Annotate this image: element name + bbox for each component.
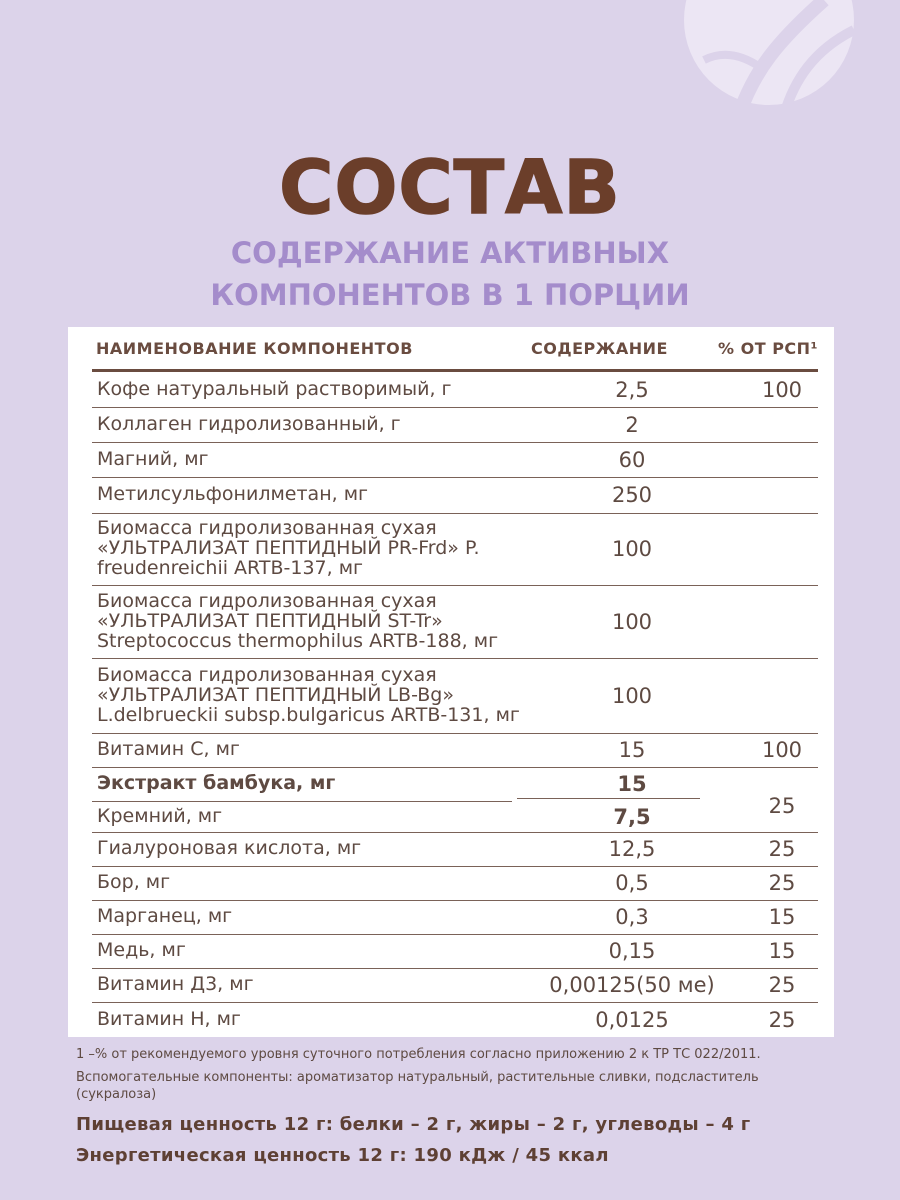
table-row bbox=[92, 832, 818, 866]
table-row bbox=[92, 733, 818, 767]
component-pct: 100 bbox=[761, 377, 803, 402]
component-name-line: «УЛЬТРАЛИЗАТ ПЕПТИДНЫЙ PR-Frd» P. bbox=[97, 537, 480, 559]
component-name-line: Кремний, мг bbox=[97, 804, 223, 827]
table-row bbox=[92, 477, 818, 513]
table-row bbox=[92, 372, 818, 407]
table-row bbox=[92, 934, 818, 968]
component-amount: 0,5 bbox=[615, 871, 649, 895]
page-subtitle bbox=[0, 232, 900, 316]
subtitle-line-1: СОДЕРЖАНИЕ АКТИВНЫХ bbox=[230, 236, 670, 270]
component-name-line: Экстракт бамбука, мг bbox=[97, 772, 336, 794]
header-name: НАИМЕНОВАНИЕ КОМПОНЕНТОВ bbox=[96, 339, 413, 358]
component-amount: 2 bbox=[625, 412, 639, 437]
table-row bbox=[92, 658, 818, 733]
component-amount: 60 bbox=[618, 447, 646, 472]
energy-value: Энергетическая ценность 12 г: 190 кДж / 45 ккал bbox=[76, 1145, 609, 1166]
table-row bbox=[92, 968, 818, 1002]
component-amount: 0,0125 bbox=[595, 1007, 669, 1032]
component-name-line: Бор, мг bbox=[97, 871, 171, 893]
component-name-line: Биомасса гидролизованная сухая bbox=[97, 663, 437, 686]
coffee-bean-logo-icon bbox=[684, 0, 854, 115]
table-row bbox=[92, 407, 818, 442]
component-pct: 25 bbox=[768, 837, 796, 861]
footnote-rsp: 1 –% от рекомендуемого уровня суточного потребления согласно приложению 2 к ТР ТС 022/2011. bbox=[76, 1047, 761, 1062]
merged-cell-divider bbox=[517, 798, 700, 799]
component-amount: 100 bbox=[611, 609, 653, 634]
component-name bbox=[97, 665, 520, 725]
component-pct: 25 bbox=[768, 973, 796, 997]
component-amount: 15 bbox=[618, 738, 646, 762]
component-name bbox=[97, 518, 480, 578]
component-name bbox=[97, 379, 452, 399]
page-title: СОСТАВ bbox=[279, 145, 621, 231]
component-name-line: Витамин Н, мг bbox=[97, 1007, 241, 1030]
component-pct: 25 bbox=[768, 794, 796, 818]
header-amount: СОДЕРЖАНИЕ bbox=[531, 339, 668, 358]
component-amount: 100 bbox=[611, 683, 653, 708]
component-amount: 100 bbox=[611, 537, 653, 561]
footnote-aux-line-1: Вспомогательные компоненты: ароматизатор натуральный, растительные сливки, подсластитель bbox=[76, 1070, 759, 1085]
component-pct: 25 bbox=[768, 871, 796, 895]
component-amount: 7,5 bbox=[613, 804, 651, 829]
component-pct: 25 bbox=[768, 1007, 796, 1032]
subtitle-line-2: КОМПОНЕНТОВ В 1 ПОРЦИИ bbox=[210, 278, 690, 312]
table-row bbox=[92, 1002, 818, 1037]
component-name bbox=[97, 414, 401, 434]
component-pct: 15 bbox=[768, 905, 796, 929]
component-name bbox=[97, 806, 222, 826]
table-row bbox=[92, 442, 818, 477]
component-name-line: L.delbrueckii subsp.bulgaricus ARTB-131, мг bbox=[97, 703, 520, 726]
component-amount: 12,5 bbox=[608, 837, 656, 861]
component-name bbox=[97, 872, 170, 892]
component-pct: 100 bbox=[761, 738, 803, 762]
table-row bbox=[92, 866, 818, 900]
component-name bbox=[97, 940, 186, 960]
component-amount: 0,15 bbox=[608, 939, 656, 963]
component-name-line: Биомасса гидролизованная сухая bbox=[97, 589, 437, 612]
component-name bbox=[97, 739, 240, 759]
component-name bbox=[97, 484, 368, 504]
composition-table bbox=[68, 327, 834, 1037]
footnote-aux-line-2: (сукралоза) bbox=[76, 1087, 157, 1102]
component-name-line: Метилсульфонилметан, мг bbox=[97, 483, 369, 505]
component-name-line: freudenreichii ARTB-137, мг bbox=[97, 557, 364, 579]
component-amount: 0,3 bbox=[615, 905, 649, 929]
table-row bbox=[92, 513, 818, 585]
component-name-line: «УЛЬТРАЛИЗАТ ПЕПТИДНЫЙ ST-Tr» bbox=[97, 609, 443, 632]
table-row bbox=[92, 801, 818, 832]
component-name bbox=[97, 773, 335, 793]
component-name-line: Медь, мг bbox=[97, 939, 186, 961]
component-name-line: Витамин С, мг bbox=[97, 738, 240, 760]
component-pct: 15 bbox=[768, 939, 796, 963]
component-name bbox=[97, 838, 361, 858]
table-header bbox=[68, 327, 834, 371]
table-row bbox=[92, 585, 818, 658]
component-amount: 15 bbox=[617, 772, 647, 796]
component-name-line: «УЛЬТРАЛИЗАТ ПЕПТИДНЫЙ LB-Bg» bbox=[97, 683, 454, 706]
component-name-line: Гиалуроновая кислота, мг bbox=[97, 837, 362, 859]
component-amount: 0,00125(50 ме) bbox=[549, 973, 715, 997]
component-name-line: Витамин Д3, мг bbox=[97, 973, 254, 995]
component-name-line: Магний, мг bbox=[97, 447, 209, 470]
component-name bbox=[97, 591, 498, 651]
nutrition-value: Пищевая ценность 12 г: белки – 2 г, жиры – 2 г, углеводы – 4 г bbox=[76, 1114, 751, 1135]
header-pct: % ОТ РСП¹ bbox=[718, 339, 819, 358]
component-name-line: Биомасса гидролизованная сухая bbox=[97, 517, 437, 539]
component-name-line: Streptococcus thermophilus ARTB-188, мг bbox=[97, 629, 499, 652]
component-name bbox=[97, 1009, 241, 1029]
component-name bbox=[97, 974, 254, 994]
table-row bbox=[92, 900, 818, 934]
component-amount: 2,5 bbox=[615, 377, 649, 402]
component-name-line: Кофе натуральный растворимый, г bbox=[97, 377, 452, 400]
component-amount: 250 bbox=[611, 483, 653, 507]
component-name-line: Марганец, мг bbox=[97, 905, 233, 927]
component-name-line: Коллаген гидролизованный, г bbox=[97, 412, 401, 435]
component-name bbox=[97, 906, 232, 926]
component-name bbox=[97, 449, 209, 469]
